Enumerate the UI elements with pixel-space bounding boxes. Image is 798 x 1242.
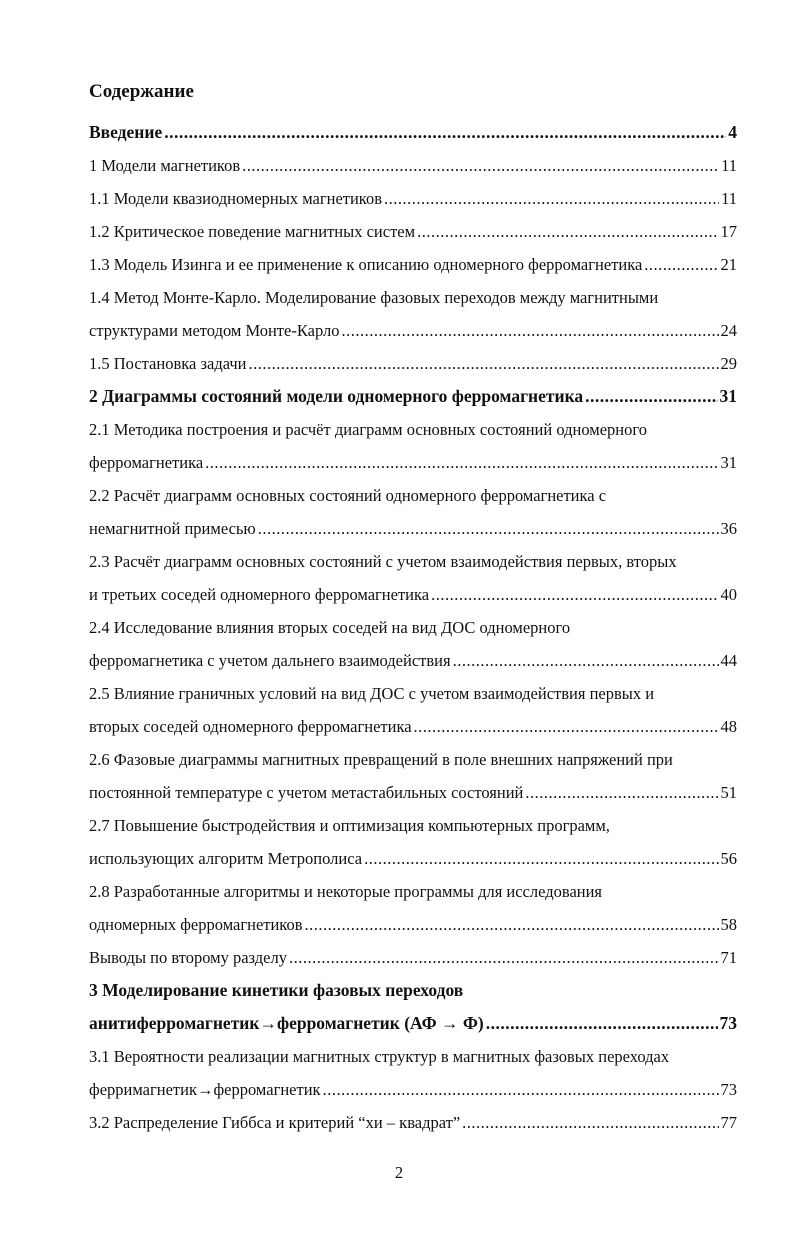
toc-entry-text: Введение <box>89 122 163 142</box>
toc-entry-page: 17 <box>720 222 737 241</box>
toc-entry-text: Выводы по второму разделу <box>89 948 287 967</box>
toc-entry <box>89 776 737 809</box>
toc-entry <box>89 149 737 182</box>
toc-entry-page: 36 <box>720 519 737 538</box>
page-title: Содержание <box>89 81 194 102</box>
toc-entry-text: 2.8 Разработанные алгоритмы и некоторые программы для исследования <box>89 882 603 901</box>
toc-entry <box>89 545 737 578</box>
toc-entry-page: 21 <box>720 255 737 274</box>
toc-entry-text: ферромагнетика с учетом дальнего взаимодействия <box>89 651 451 670</box>
toc-entry-text: структурами методом Монте-Карло <box>89 321 340 340</box>
toc-entry <box>89 248 737 281</box>
toc-entry-text: 2.5 Влияние граничных условий на вид ДОС с учетом взаимодействия первых и <box>89 684 655 703</box>
toc-entry <box>89 1040 737 1073</box>
toc-entry-page: 51 <box>720 783 737 802</box>
toc-entry-page: 73 <box>720 1080 737 1099</box>
dot-leader <box>364 842 718 875</box>
dot-leader <box>341 314 718 347</box>
toc-entry-page: 56 <box>720 849 737 868</box>
toc-entry-page: 11 <box>721 189 737 208</box>
toc-entry-text: 1.3 Модель Изинга и ее применение к описанию одномерного ферромагнетика <box>89 255 643 274</box>
toc-entry <box>89 1106 737 1139</box>
toc-entry <box>89 974 737 1007</box>
toc-entry-text: 3.1 Вероятности реализации магнитных структур в магнитных фазовых переходах <box>89 1047 670 1066</box>
toc-entry-page: 24 <box>720 321 737 340</box>
toc-entry <box>89 281 737 314</box>
toc-entry-text: 2.7 Повышение быстродействия и оптимизация компьютерных программ, <box>89 816 610 835</box>
dot-leader <box>644 248 718 281</box>
toc-entry-text: ферромагнетика <box>89 453 204 472</box>
toc-entry-text: 2.2 Расчёт диаграмм основных состояний одномерного ферромагнетика с <box>89 486 607 505</box>
toc-entry-page: 11 <box>721 156 737 175</box>
toc-entry <box>89 875 737 908</box>
toc-entry <box>89 413 737 446</box>
toc-entry-text: 2.3 Расчёт диаграмм основных состояний с учетом взаимодействия первых, вторых <box>89 552 677 571</box>
toc-entry <box>89 941 737 974</box>
dot-leader <box>585 380 717 413</box>
toc-entry <box>89 182 737 215</box>
dot-leader <box>431 578 718 611</box>
page-number: 2 <box>394 1163 404 1182</box>
toc-entry-text: 3 Моделирование кинетики фазовых переходов <box>89 980 464 1000</box>
toc-entry-text: 2 Диаграммы состояний модели одномерного ферромагнетика <box>89 386 584 406</box>
toc-entry-text: 1 Модели магнетиков <box>89 156 241 175</box>
toc-entry <box>89 578 737 611</box>
toc-entry <box>89 116 737 149</box>
toc-entry-page: 31 <box>719 386 737 406</box>
toc-entry-text: 1.2 Критическое поведение магнитных систем <box>89 222 416 241</box>
toc-entry <box>89 677 737 710</box>
toc-entry <box>89 446 737 479</box>
toc-entry <box>89 1007 737 1040</box>
dot-leader <box>323 1073 719 1106</box>
toc-entry <box>89 215 737 248</box>
dot-leader <box>417 215 718 248</box>
toc-entry <box>89 512 737 545</box>
toc-entry-text: 2.4 Исследование влияния вторых соседей на вид ДОС одномерного <box>89 618 571 637</box>
toc-entry-text: немагнитной примесью <box>89 519 256 538</box>
toc-entry-text: и третьих соседей одномерного ферромагнетика <box>89 585 430 604</box>
toc-entry-text: 3.2 Распределение Гиббса и критерий “хи – квадрат” <box>89 1113 461 1132</box>
toc-entry-page: 44 <box>720 651 737 670</box>
dot-leader <box>414 710 719 743</box>
toc-entry <box>89 842 737 875</box>
toc-entry <box>89 644 737 677</box>
toc-entry <box>89 710 737 743</box>
dot-leader <box>384 182 719 215</box>
toc-entry-page: 4 <box>728 122 737 142</box>
toc-entry-page: 77 <box>720 1113 737 1132</box>
toc-entry-text: одномерных ферромагнетиков <box>89 915 303 934</box>
toc-entry-text: 1.5 Постановка задачи <box>89 354 247 373</box>
toc-entry-page: 73 <box>719 1013 737 1033</box>
toc-entry-text: 1.1 Модели квазиодномерных магнетиков <box>89 189 383 208</box>
dot-leader <box>249 347 719 380</box>
toc-entry-text: постоянной температуре с учетом метастабильных состояний <box>89 783 524 802</box>
dot-leader <box>258 512 719 545</box>
dot-leader <box>453 644 719 677</box>
dot-leader <box>242 149 719 182</box>
dot-leader <box>205 446 718 479</box>
toc-entry <box>89 1073 737 1106</box>
toc-entry-text: анитиферромагнетик→ферромагнетик (АФ → Ф) <box>89 1013 484 1033</box>
toc-entry <box>89 314 737 347</box>
toc-entry-text: вторых соседей одномерного ферромагнетика <box>89 717 412 736</box>
dot-leader <box>525 776 718 809</box>
toc-entry-page: 48 <box>720 717 737 736</box>
toc-entry-text: 2.6 Фазовые диаграммы магнитных превращений в поле внешних напряжений при <box>89 750 673 769</box>
toc-entry <box>89 611 737 644</box>
toc-entry <box>89 347 737 380</box>
toc-entry-page: 71 <box>720 948 737 967</box>
dot-leader <box>486 1007 718 1040</box>
toc-entry-page: 29 <box>720 354 737 373</box>
toc-entry-text: ферримагнетик→ферромагнетик <box>89 1080 321 1099</box>
dot-leader <box>305 908 719 941</box>
toc-entry <box>89 479 737 512</box>
toc-entry-page: 58 <box>720 915 737 934</box>
dot-leader <box>164 116 726 149</box>
toc-entry-page: 40 <box>720 585 737 604</box>
dot-leader <box>289 941 719 974</box>
toc-entry <box>89 380 737 413</box>
table-of-contents <box>89 116 737 1139</box>
toc-entry-text: 1.4 Метод Монте-Карло. Моделирование фазовых переходов между магнитными <box>89 288 659 307</box>
toc-entry <box>89 809 737 842</box>
dot-leader <box>462 1106 718 1139</box>
toc-entry-page: 31 <box>720 453 737 472</box>
toc-entry <box>89 908 737 941</box>
toc-entry <box>89 743 737 776</box>
toc-entry-text: использующих алгоритм Метрополиса <box>89 849 363 868</box>
toc-entry-text: 2.1 Методика построения и расчёт диаграмм основных состояний одномерного <box>89 420 647 439</box>
